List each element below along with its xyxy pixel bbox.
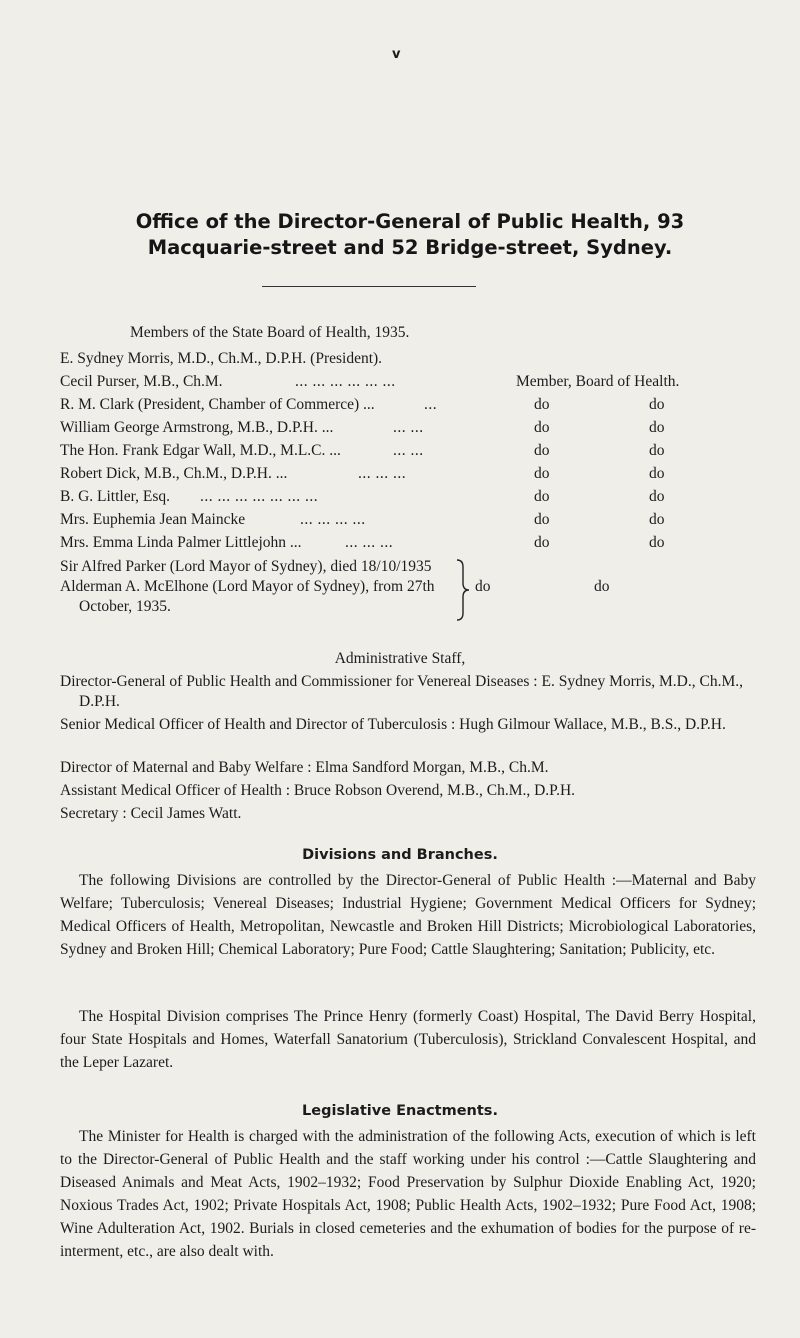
page-title: Office of the Director-General of Public Health, 93 Macquarie-street and 52 Bridge-street, Sydney. [135,210,685,259]
ditto-mark: do [534,465,550,482]
legislative-paragraph: The Minister for Health is charged with the administration of the following Acts, execution of which is left to the Director-General of Public Health and the staff working under his control :—Cattle Slaughtering and Diseased Animals and Meat Acts, 1902–1932; Food Preservation by Sulphur Dioxide Enabling Act, 1920; Noxious Trades Act, 1902; Private Hospitals Act, 1908; Public Health Acts, 1902–1932; Pure Food Act, 1908; Wine Adulteration Act, 1902. Burials in closed cemeteries and the exhumation of bodies for the purpose of re-interment, etc., are also dealt with. [60,1128,756,1260]
ditto-mark: do [649,511,665,528]
member-name: Mrs. Euphemia Jean Maincke [60,511,246,528]
member-name: B. G. Littler, Esq. [60,488,171,505]
leader-dots: ... ... ... [345,534,394,551]
ditto-mark: do [649,488,665,505]
ditto-mark: do [534,534,550,551]
member-row [60,372,760,392]
leader-dots: ... ... ... ... ... ... ... [200,488,319,505]
ditto-mark: do [594,578,610,595]
admin-staff-entry: Director-General of Public Health and Commissioner for Venereal Diseases : E. Sydney Morris, M.D., Ch.M., D.P.H. [60,673,743,710]
ditto-mark: do [649,396,665,413]
leader-dots: ... ... ... [358,465,407,482]
ditto-mark: do [649,534,665,551]
admin-staff-entry: Secretary : Cecil James Watt. [60,805,242,822]
title-divider [262,286,476,287]
members-heading: Members of the State Board of Health, 1935. [130,324,410,341]
member-name: R. M. Clark (President, Chamber of Commerce) ... [60,396,375,413]
member-row [60,418,760,438]
member-name: Cecil Purser, M.B., Ch.M. [60,373,223,390]
member-row [60,441,760,461]
ditto-mark: do [534,419,550,436]
ditto-mark: do [534,511,550,528]
member-name-continuation: October, 1935. [79,598,171,615]
ditto-mark: do [534,396,550,413]
ditto-mark: do [649,465,665,482]
right-brace-icon [456,559,470,621]
member-name: Sir Alfred Parker (Lord Mayor of Sydney), died 18/10/1935 [60,558,432,575]
ditto-mark: do [649,419,665,436]
member-row [60,487,760,507]
hospital-division-paragraph: The Hospital Division comprises The Prince Henry (formerly Coast) Hospital, The David Berry Hospital, four State Hospitals and Homes, Waterfall Sanatorium (Tuberculosis), Strickland Convalescent Hospital, and the Leper Lazaret. [60,1008,756,1071]
admin-staff-entry: Director of Maternal and Baby Welfare : Elma Sandford Morgan, M.B., Ch.M. [60,759,549,776]
page-number: v [392,47,401,62]
member-name: Robert Dick, M.B., Ch.M., D.P.H. ... [60,465,288,482]
member-role: Member, Board of Health. [516,373,680,390]
admin-staff-heading: Administrative Staff, [334,650,466,667]
leader-dots: ... ... ... ... ... ... [295,373,396,390]
admin-staff-entry: Assistant Medical Officer of Health : Bruce Robson Overend, M.B., Ch.M., D.P.H. [60,782,576,799]
member-name: Mrs. Emma Linda Palmer Littlejohn ... [60,534,302,551]
member-row [60,464,760,484]
divisions-paragraph: The following Divisions are controlled by the Director-General of Public Health :—Maternal and Baby Welfare; Tuberculosis; Venereal Diseases; Industrial Hygiene; Government Medical Officers for Sydney; Medical Officers of Health, Metropolitan, Newcastle and Broken Hill Districts; Microbiological Laboratories, Sydney and Broken Hill; Chemical Laboratory; Pure Food; Cattle Slaughtering; Sanitation; Publicity, etc. [60,872,756,958]
ditto-mark: do [534,488,550,505]
ditto-mark: do [475,578,491,595]
leader-dots: ... ... [393,442,424,459]
member-name: William George Armstrong, M.B., D.P.H. ... [60,419,334,436]
leader-dots: ... ... ... ... [300,511,366,528]
divisions-heading: Divisions and Branches. [302,847,498,863]
ditto-mark: do [534,442,550,459]
member-name: The Hon. Frank Edgar Wall, M.D., M.L.C. ... [60,442,341,459]
leader-dots: ... [424,396,438,413]
member-name: E. Sydney Morris, M.D., Ch.M., D.P.H. (President). [60,350,383,367]
legislative-heading: Legislative Enactments. [302,1103,498,1119]
member-row [60,533,760,553]
admin-staff-entry: Senior Medical Officer of Health and Director of Tuberculosis : Hugh Gilmour Wallace, M.B., B.S., D.P.H. [60,716,726,733]
member-row [60,395,760,415]
ditto-mark: do [649,442,665,459]
member-row [60,510,760,530]
member-name: Alderman A. McElhone (Lord Mayor of Sydney), from 27th [60,578,435,595]
member-row [60,349,760,369]
leader-dots: ... ... [393,419,424,436]
